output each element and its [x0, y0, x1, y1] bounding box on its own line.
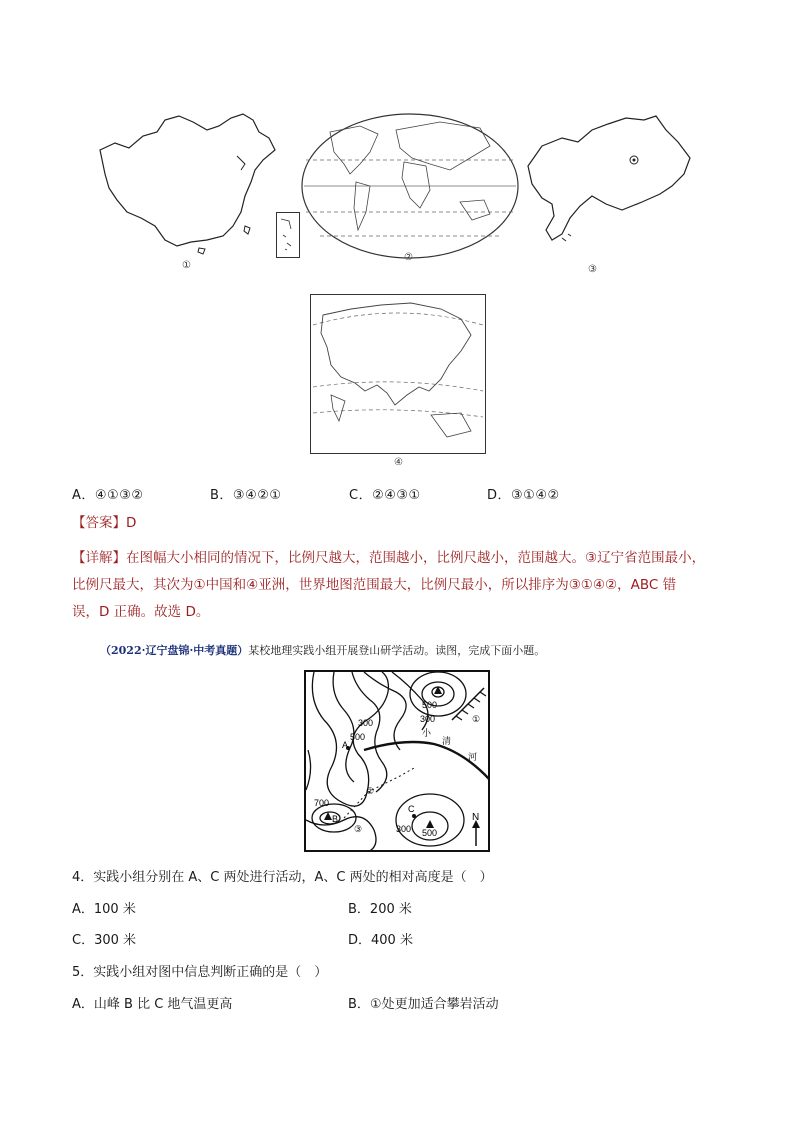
map1-label: ①	[182, 260, 191, 271]
explanation-line-1: 【详解】在图幅大小相同的情况下，比例尺越大，范围越小，比例尺越小，范围越大。③辽宁省范围最小，	[72, 550, 706, 566]
contour-label-700: 700	[314, 798, 330, 808]
point-b-label: B	[332, 814, 339, 824]
option-d: D．③①④②	[487, 488, 560, 503]
option-c: C．②④③①	[349, 488, 421, 503]
map2-label: ②	[404, 252, 413, 263]
option-a: A．④①③②	[72, 488, 144, 503]
north-label: N	[472, 812, 480, 823]
point-a-label: A	[342, 740, 349, 750]
explanation-line-3: 误，D 正确。故选 D。	[72, 604, 210, 620]
explanation-block	[72, 545, 732, 626]
map3-label: ③	[588, 264, 597, 275]
contour-label-500c: 500	[422, 828, 438, 838]
river-label-1: 小	[422, 728, 432, 738]
q5-stem: 5．实践小组对图中信息判断正确的是（ ）	[72, 965, 328, 980]
q4-option-c: C．300 米	[72, 933, 137, 948]
explanation-tag: 【详解】	[72, 550, 126, 566]
china-map	[95, 108, 285, 268]
contour-map	[304, 670, 490, 852]
river-label-3: 河	[468, 752, 478, 762]
contour-label-500b: 500	[422, 700, 438, 710]
asia-map	[310, 294, 486, 454]
answer-tag: 【答案】	[72, 515, 126, 531]
river-label-2: 清	[442, 736, 452, 746]
q5-option-b: B．①处更加适合攀岩活动	[348, 997, 499, 1012]
contour-label-300a: 300	[358, 718, 374, 728]
question-source	[100, 642, 545, 658]
mark-3-label: ③	[354, 824, 363, 834]
contour-label-500a: 500	[350, 732, 366, 742]
explanation-line-2: 比例尺最大，其次为①中国和④亚洲，世界地图范围最大，比例尺最小，所以排序为③①④②，ABC 错	[72, 577, 677, 593]
q5-option-a: A．山峰 B 比 C 地气温更高	[72, 997, 233, 1012]
map4-label: ④	[394, 457, 403, 468]
world-map	[300, 112, 520, 260]
source-text: 某校地理实践小组开展登山研学活动。读图，完成下面小题。	[248, 644, 546, 657]
answer-value: D	[126, 515, 137, 531]
south-china-sea-inset	[276, 212, 300, 258]
liaoning-map	[522, 112, 694, 262]
contour-label-300b: 300	[420, 714, 436, 724]
mark-2-label: ②	[366, 786, 375, 796]
q4-option-d: D．400 米	[348, 933, 413, 948]
q4-option-a: A．100 米	[72, 902, 136, 917]
mark-1-label: ①	[472, 714, 481, 724]
q4-stem: 4．实践小组分别在 A、C 两处进行活动，A、C 两处的相对高度是（ ）	[72, 870, 493, 885]
contour-label-300c: 300	[396, 824, 412, 834]
answer-line	[72, 510, 136, 537]
option-b: B．③④②①	[210, 488, 282, 503]
q4-option-b: B．200 米	[348, 902, 412, 917]
point-c-label: C	[408, 804, 415, 814]
source-tag: （2022·辽宁盘锦·中考真题）	[100, 644, 249, 657]
